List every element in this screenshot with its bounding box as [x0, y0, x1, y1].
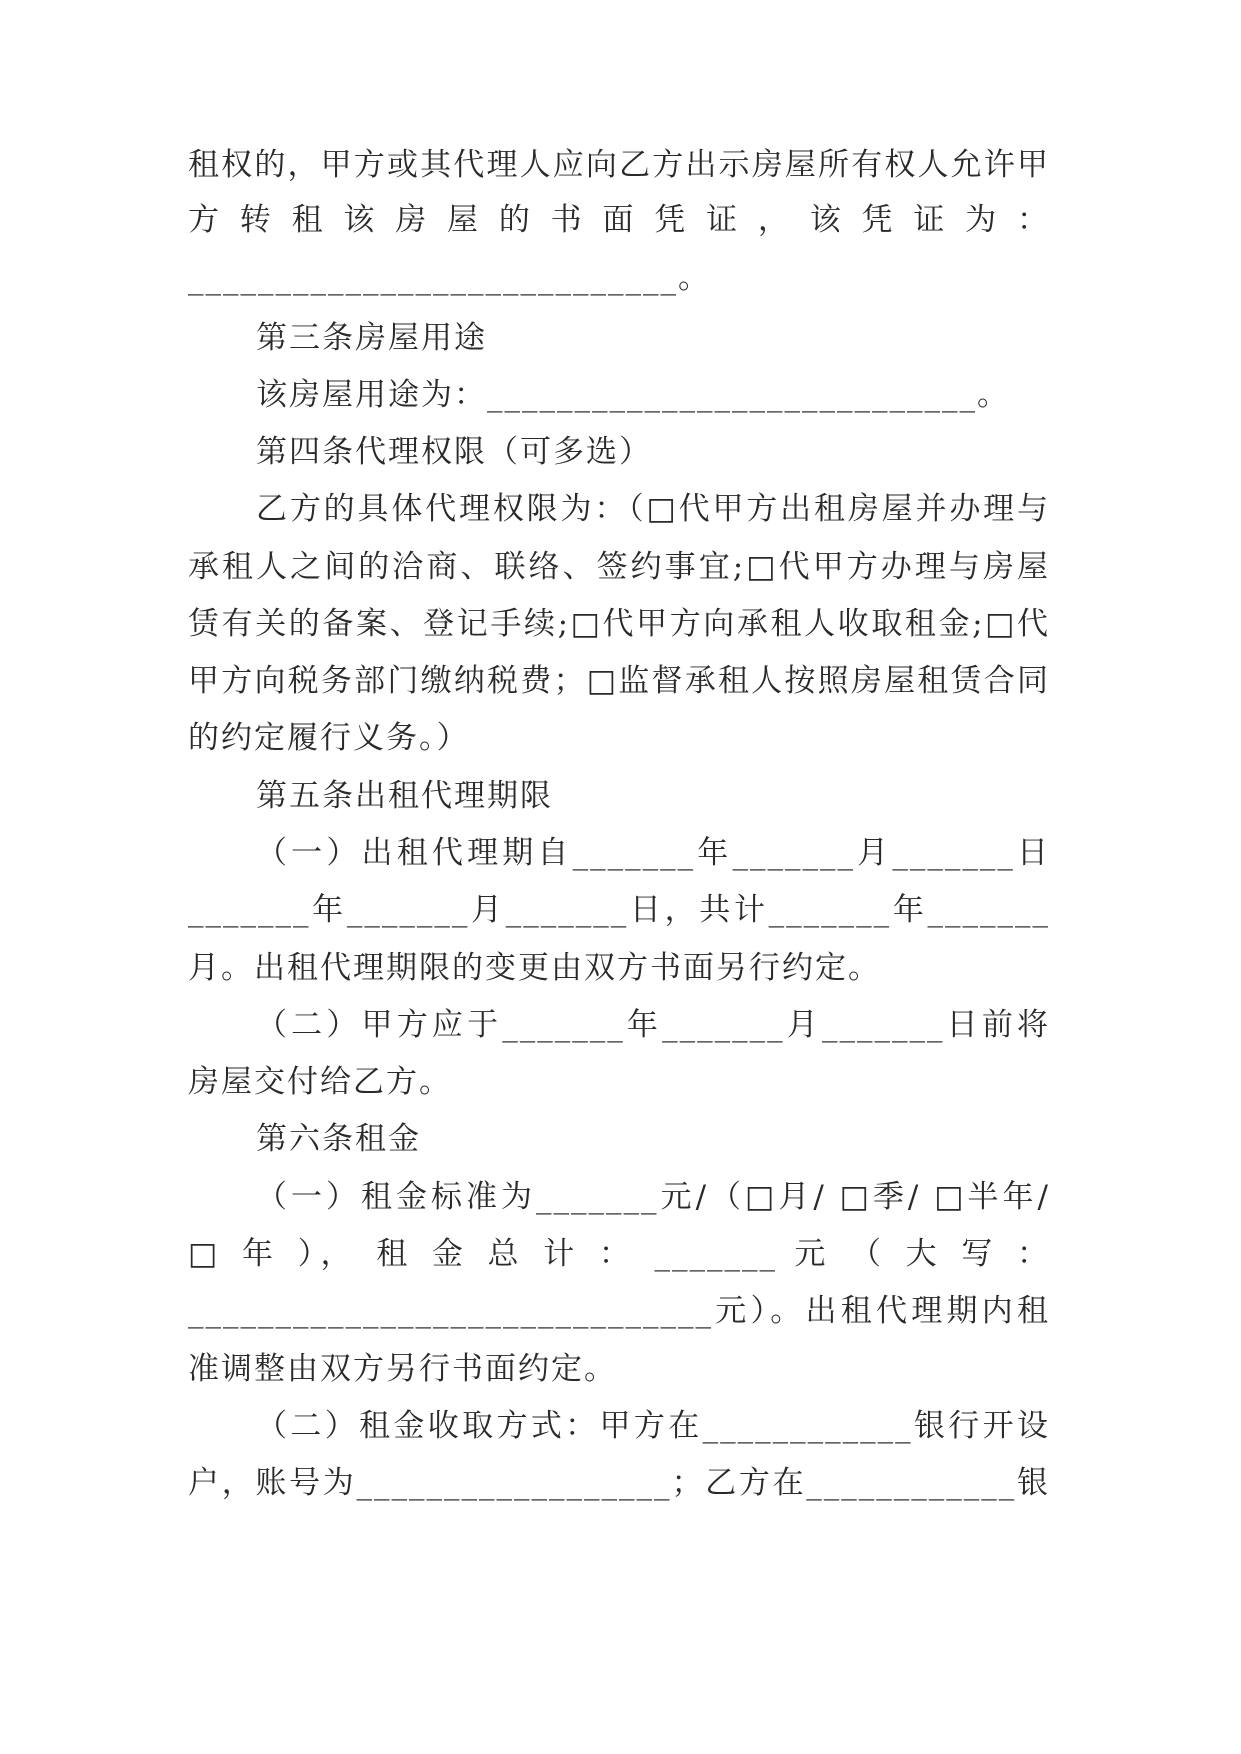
text-line: _______年_______月_______日，共计_______年_______ — [188, 892, 1050, 928]
text-line: 准调整由双方另行书面约定。 — [188, 1351, 617, 1387]
text-line: （一）租金标准为_______元/（□月/ □季/ □半年/ — [256, 1179, 1050, 1215]
text-line: （一）出租代理期自_______年_______月_______日 — [256, 835, 1050, 871]
text-line: （二）租金收取方式：甲方在____________银行开设 — [256, 1408, 1050, 1444]
text-line: 赁有关的备案、登记手续;□代甲方向承租人收取租金;□代 — [188, 606, 1050, 642]
text-line: 乙方的具体代理权限为：（□代甲方出租房屋并办理与 — [256, 491, 1050, 527]
text-line: 户，账号为__________________；乙方在____________银 — [188, 1465, 1050, 1501]
text-line: ____________________________。 — [188, 260, 711, 296]
text-line: 该房屋用途为：____________________________。 — [256, 377, 1010, 413]
text-line: 租权的，甲方或其代理人应向乙方出示房屋所有权人允许甲 — [188, 147, 1050, 183]
text-line: □ 年 ）， 租 金 总 计 ： _______ 元 （ 大 写 ： — [188, 1236, 1050, 1272]
text-line: 承租人之间的洽商、联络、签约事宜;□代甲方办理与房屋 — [188, 549, 1050, 585]
section-heading: 第四条代理权限（可多选） — [256, 434, 652, 470]
section-heading: 第三条房屋用途 — [256, 320, 487, 356]
text-line: （二）甲方应于_______年_______月_______日前将 — [256, 1007, 1050, 1043]
text-line: 的约定履行义务。） — [188, 720, 470, 756]
text-line: 方转租该房屋的书面凭证，该凭证为： — [188, 202, 1050, 238]
text-line: 甲方向税务部门缴纳税费；□监督承租人按照房屋租赁合同 — [188, 663, 1050, 699]
text-line: ______________________________元）。出租代理期内租 — [188, 1293, 1050, 1329]
section-heading: 第五条出租代理期限 — [256, 778, 553, 814]
section-heading: 第六条租金 — [256, 1121, 421, 1157]
text-line: 月。出租代理期限的变更由双方书面另行约定。 — [188, 950, 881, 986]
text-line: 房屋交付给乙方。 — [188, 1064, 452, 1100]
